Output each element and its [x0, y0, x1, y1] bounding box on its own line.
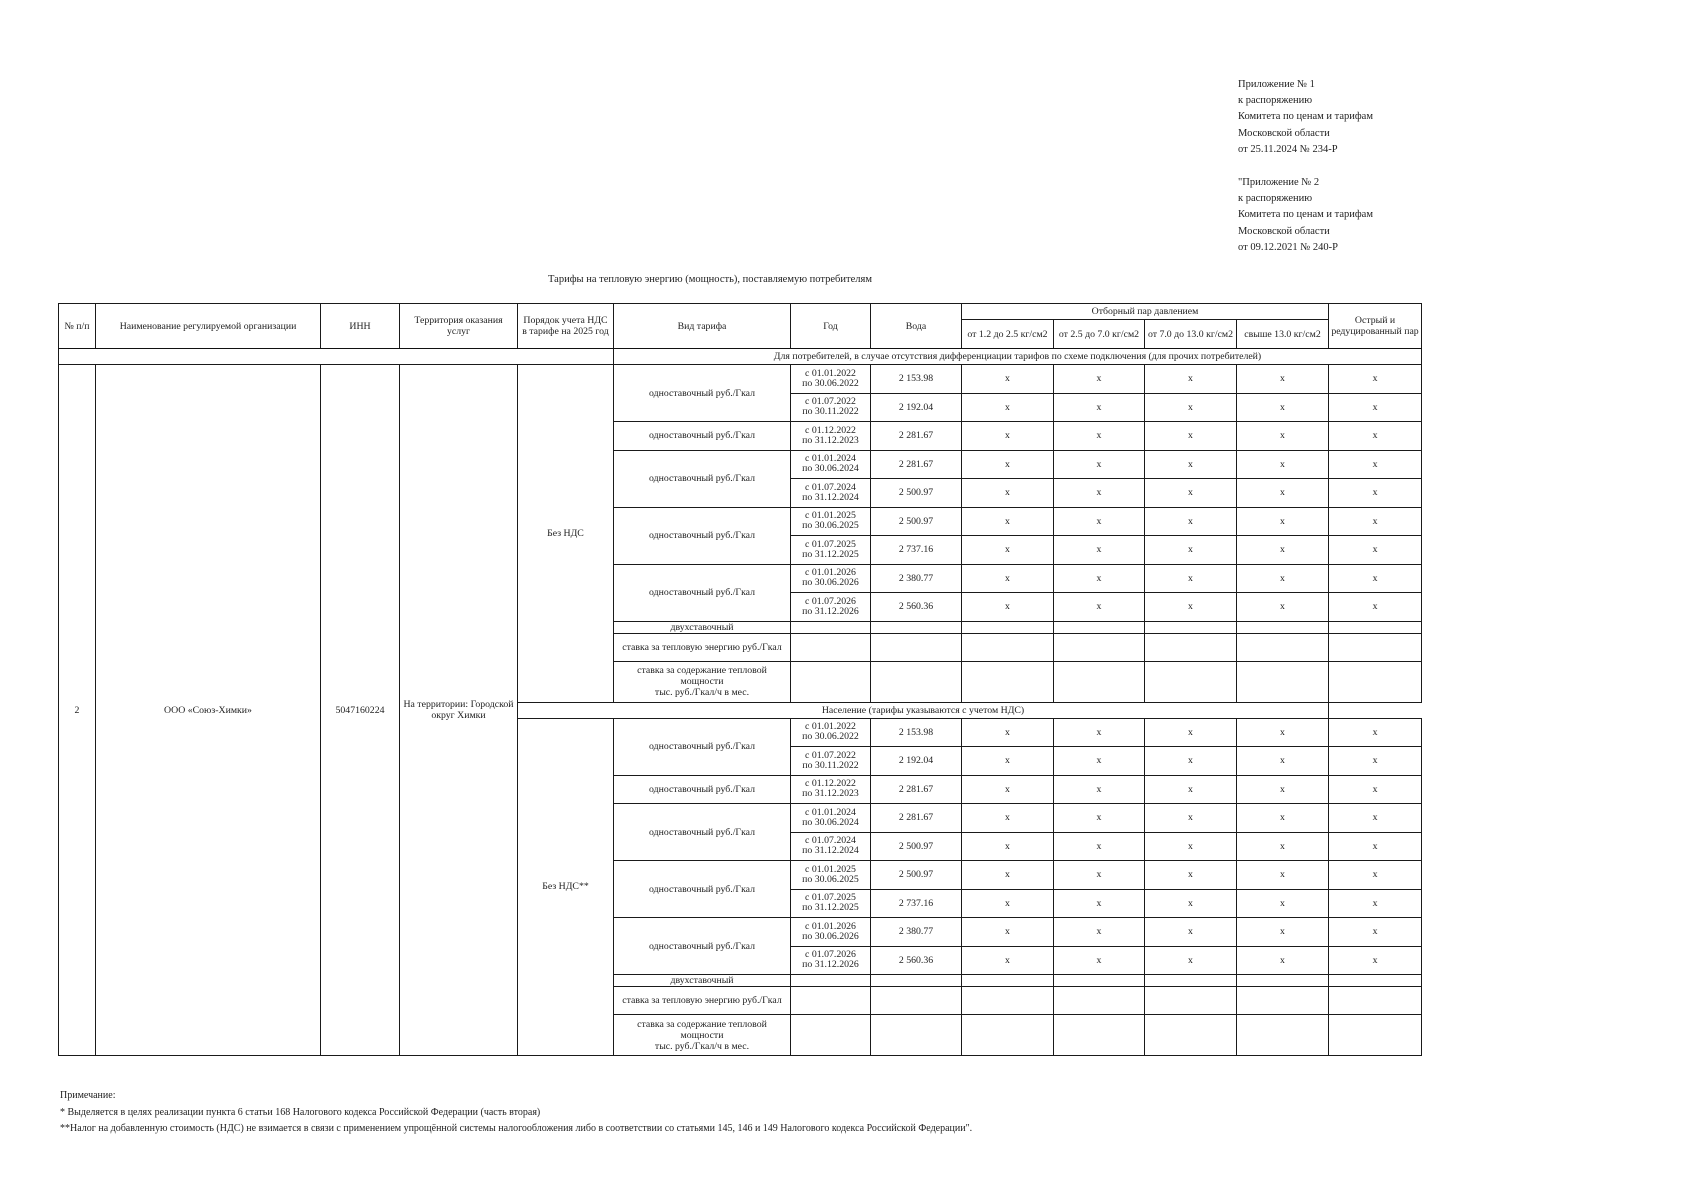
not-applicable-mark: x — [1329, 775, 1422, 804]
header-line: Московской области — [1238, 225, 1330, 237]
empty-cell — [962, 975, 1054, 987]
note-item: * Выделяется в целях реализации пункта 6 статьи 168 Налогового кодекса Российской Федерации (часть вторая) — [60, 1106, 541, 1118]
not-applicable-mark: x — [1329, 593, 1422, 622]
tariff-period — [791, 365, 871, 394]
water-tariff: 2 500.97 — [871, 479, 962, 508]
header-line: "Приложение № 2 — [1238, 177, 1320, 188]
not-applicable-mark: x — [1237, 479, 1329, 508]
period-to: по 30.06.2025 — [802, 873, 859, 885]
water-tariff: 2 560.36 — [871, 946, 962, 975]
tariff-table-body — [59, 349, 1422, 1056]
empty-cell — [962, 621, 1054, 633]
not-applicable-mark: x — [1054, 804, 1145, 833]
not-applicable-mark: x — [1329, 393, 1422, 422]
tariff-type: одноставочный руб./Гкал — [614, 450, 791, 507]
period-from: с 01.01.2026 — [805, 567, 856, 579]
not-applicable-mark: x — [1145, 479, 1237, 508]
section-title-blank — [59, 349, 614, 365]
org-name: ООО «Союз-Химки» — [96, 365, 321, 1056]
tariff-period — [791, 507, 871, 536]
rate-energy: ставка за тепловую энергию руб./Гкал — [614, 633, 791, 661]
header-line: от 09.12.2021 № 240-Р — [1238, 241, 1338, 253]
not-applicable-mark: x — [1054, 593, 1145, 622]
period-to: по 31.12.2025 — [802, 902, 859, 914]
empty-cell — [1329, 661, 1422, 702]
not-applicable-mark: x — [1237, 832, 1329, 861]
empty-cell — [871, 661, 962, 702]
not-applicable-mark: x — [1145, 747, 1237, 776]
not-applicable-mark: x — [1145, 889, 1237, 918]
period-to: по 30.06.2022 — [802, 377, 859, 389]
period-to: по 30.06.2026 — [802, 577, 859, 589]
org-inn: 5047160224 — [321, 365, 400, 1056]
period-from: с 01.07.2022 — [805, 749, 856, 761]
rate-capacity — [614, 661, 791, 702]
not-applicable-mark: x — [1237, 946, 1329, 975]
not-applicable-mark: x — [1329, 479, 1422, 508]
empty-cell — [1054, 987, 1145, 1015]
empty-cell — [1145, 633, 1237, 661]
not-applicable-mark: x — [1145, 861, 1237, 890]
period-to: по 31.12.2024 — [802, 491, 859, 503]
not-applicable-mark: x — [1237, 861, 1329, 890]
tariff-period — [791, 422, 871, 451]
water-tariff: 2 153.98 — [871, 365, 962, 394]
tariff-period — [791, 450, 871, 479]
notes — [60, 1088, 972, 1138]
not-applicable-mark: x — [1237, 804, 1329, 833]
not-applicable-mark: x — [1329, 718, 1422, 747]
not-applicable-mark: x — [1054, 393, 1145, 422]
not-applicable-mark: x — [962, 946, 1054, 975]
header-steam-3: от 7.0 до 13.0 кг/см2 — [1145, 320, 1237, 349]
empty-cell — [1237, 633, 1329, 661]
header-year: Год — [791, 304, 871, 349]
not-applicable-mark: x — [1054, 718, 1145, 747]
not-applicable-mark: x — [962, 747, 1054, 776]
rate-capacity-line: мощности — [680, 676, 724, 687]
document-title: Тарифы на тепловую энергию (мощность), поставляемую потребителям — [548, 274, 872, 285]
water-tariff: 2 500.97 — [871, 861, 962, 890]
header-line: Комитета по ценам и тарифам — [1238, 111, 1373, 123]
period-from: с 01.01.2024 — [805, 453, 856, 465]
not-applicable-mark: x — [962, 718, 1054, 747]
header-line: Приложение № 1 — [1238, 79, 1315, 90]
empty-cell — [1237, 661, 1329, 702]
not-applicable-mark: x — [1329, 804, 1422, 833]
tariff-type: одноставочный руб./Гкал — [614, 507, 791, 564]
empty-cell — [871, 1015, 962, 1056]
water-tariff: 2 560.36 — [871, 593, 962, 622]
water-tariff: 2 281.67 — [871, 804, 962, 833]
period-from: с 01.07.2026 — [805, 949, 856, 961]
not-applicable-mark: x — [1054, 918, 1145, 947]
period-from: с 01.01.2024 — [805, 806, 856, 818]
vat-order: Без НДС** — [518, 718, 614, 1056]
appendix-2-header — [1238, 175, 1373, 256]
tariff-type: одноставочный руб./Гкал — [614, 564, 791, 621]
period-from: с 01.07.2024 — [805, 835, 856, 847]
tariff-period — [791, 804, 871, 833]
not-applicable-mark: x — [1054, 479, 1145, 508]
empty-cell — [1329, 1015, 1422, 1056]
not-applicable-mark: x — [1237, 593, 1329, 622]
period-from: с 01.01.2022 — [805, 367, 856, 379]
tariff-type: одноставочный руб./Гкал — [614, 804, 791, 861]
not-applicable-mark: x — [1145, 804, 1237, 833]
water-tariff: 2 281.67 — [871, 422, 962, 451]
empty-cell — [1329, 987, 1422, 1015]
empty-cell — [1237, 987, 1329, 1015]
not-applicable-mark: x — [1145, 365, 1237, 394]
table-row — [59, 365, 1422, 394]
empty-cell — [1054, 621, 1145, 633]
tariff-period — [791, 564, 871, 593]
water-tariff: 2 737.16 — [871, 889, 962, 918]
notes-heading: Примечание: — [60, 1090, 116, 1101]
empty-cell — [1054, 975, 1145, 987]
not-applicable-mark: x — [962, 832, 1054, 861]
period-from: с 01.01.2025 — [805, 863, 856, 875]
not-applicable-mark: x — [1329, 946, 1422, 975]
not-applicable-mark: x — [962, 507, 1054, 536]
not-applicable-mark: x — [962, 861, 1054, 890]
water-tariff: 2 192.04 — [871, 393, 962, 422]
empty-cell — [1145, 1015, 1237, 1056]
water-tariff: 2 281.67 — [871, 450, 962, 479]
period-from: с 01.12.2022 — [805, 424, 856, 436]
two-part-tariff: двухставочный — [614, 621, 791, 633]
not-applicable-mark: x — [1054, 775, 1145, 804]
not-applicable-mark: x — [1329, 889, 1422, 918]
rate-energy: ставка за тепловую энергию руб./Гкал — [614, 987, 791, 1015]
period-from: с 01.01.2025 — [805, 510, 856, 522]
header-line: к распоряжению — [1238, 193, 1313, 205]
header-water: Вода — [871, 304, 962, 349]
empty-cell — [1237, 621, 1329, 633]
water-tariff: 2 737.16 — [871, 536, 962, 565]
water-tariff: 2 380.77 — [871, 564, 962, 593]
empty-cell — [1237, 975, 1329, 987]
not-applicable-mark: x — [1054, 889, 1145, 918]
empty-cell — [791, 661, 871, 702]
not-applicable-mark: x — [1237, 507, 1329, 536]
tariff-period — [791, 747, 871, 776]
empty-cell — [871, 621, 962, 633]
empty-cell — [871, 975, 962, 987]
not-applicable-mark: x — [962, 450, 1054, 479]
not-applicable-mark: x — [1237, 422, 1329, 451]
not-applicable-mark: x — [1329, 832, 1422, 861]
period-to: по 30.06.2024 — [802, 463, 859, 475]
period-to: по 30.11.2022 — [802, 406, 859, 418]
water-tariff: 2 500.97 — [871, 832, 962, 861]
period-to: по 30.06.2022 — [802, 731, 859, 743]
tariff-period — [791, 536, 871, 565]
rate-capacity-line: ставка за содержание тепловой — [637, 665, 767, 676]
empty-cell — [1054, 1015, 1145, 1056]
not-applicable-mark: x — [1145, 450, 1237, 479]
empty-cell — [871, 987, 962, 1015]
not-applicable-mark: x — [1329, 536, 1422, 565]
empty-cell — [962, 987, 1054, 1015]
org-territory: На территории: Городской округ Химки — [400, 365, 518, 1056]
period-from: с 01.07.2025 — [805, 538, 856, 550]
not-applicable-mark: x — [1237, 747, 1329, 776]
two-part-tariff: двухставочный — [614, 975, 791, 987]
not-applicable-mark: x — [962, 804, 1054, 833]
not-applicable-mark: x — [1145, 832, 1237, 861]
rate-capacity-line: мощности — [680, 1029, 724, 1041]
empty-cell — [1329, 633, 1422, 661]
not-applicable-mark: x — [1145, 393, 1237, 422]
not-applicable-mark: x — [962, 536, 1054, 565]
section-title: Для потребителей, в случае отсутствия дифференциации тарифов по схеме подключения (для прочих потребителей) — [614, 349, 1422, 365]
rate-capacity-line: тыс. руб./Гкал/ч в мес. — [654, 1040, 750, 1052]
not-applicable-mark: x — [1054, 450, 1145, 479]
rate-capacity — [614, 1015, 791, 1056]
header-sharp-steam: Острый и редуцированный пар — [1329, 304, 1422, 349]
not-applicable-mark: x — [1054, 946, 1145, 975]
empty-cell — [1237, 1015, 1329, 1056]
period-from: с 01.07.2026 — [805, 595, 856, 607]
empty-cell — [1145, 661, 1237, 702]
header-tariff-type: Вид тарифа — [614, 304, 791, 349]
tariff-type: одноставочный руб./Гкал — [614, 365, 791, 422]
header-inn: ИНН — [321, 304, 400, 349]
tariff-type: одноставочный руб./Гкал — [614, 718, 791, 775]
not-applicable-mark: x — [962, 889, 1054, 918]
not-applicable-mark: x — [1054, 365, 1145, 394]
empty-cell — [1329, 621, 1422, 633]
rate-capacity-line: ставка за содержание тепловой — [637, 1018, 767, 1030]
tariff-period — [791, 718, 871, 747]
tariff-period — [791, 861, 871, 890]
period-from: с 01.07.2022 — [805, 396, 856, 408]
empty-cell — [1329, 975, 1422, 987]
empty-cell — [791, 633, 871, 661]
not-applicable-mark: x — [1054, 507, 1145, 536]
header-line: к распоряжению — [1238, 95, 1313, 107]
period-to: по 30.06.2024 — [802, 816, 859, 828]
not-applicable-mark: x — [1237, 393, 1329, 422]
not-applicable-mark: x — [962, 393, 1054, 422]
header-organization: Наименование регулируемой организации — [96, 304, 321, 349]
not-applicable-mark: x — [1054, 422, 1145, 451]
water-tariff: 2 153.98 — [871, 718, 962, 747]
header-steam-2: от 2.5 до 7.0 кг/см2 — [1054, 320, 1145, 349]
tariff-table — [58, 303, 1422, 1056]
not-applicable-mark: x — [1054, 564, 1145, 593]
not-applicable-mark: x — [1145, 536, 1237, 565]
empty-cell — [871, 633, 962, 661]
period-to: по 31.12.2024 — [802, 845, 859, 857]
not-applicable-mark: x — [1329, 507, 1422, 536]
not-applicable-mark: x — [1329, 861, 1422, 890]
not-applicable-mark: x — [1145, 422, 1237, 451]
not-applicable-mark: x — [1054, 861, 1145, 890]
tariff-period — [791, 593, 871, 622]
appendix-1-header — [1238, 77, 1373, 158]
empty-cell — [1145, 987, 1237, 1015]
header-vat-order: Порядок учета НДС в тарифе на 2025 год — [518, 304, 614, 349]
empty-cell — [962, 633, 1054, 661]
water-tariff: 2 500.97 — [871, 507, 962, 536]
period-to: по 31.12.2023 — [802, 434, 859, 446]
not-applicable-mark: x — [1145, 775, 1237, 804]
not-applicable-mark: x — [1145, 946, 1237, 975]
empty-cell — [1054, 661, 1145, 702]
header-line: Московской области — [1238, 127, 1330, 139]
not-applicable-mark: x — [1237, 775, 1329, 804]
period-to: по 31.12.2023 — [802, 788, 859, 800]
tariff-period — [791, 918, 871, 947]
period-to: по 30.11.2022 — [802, 759, 859, 771]
not-applicable-mark: x — [1145, 507, 1237, 536]
period-from: с 01.12.2022 — [805, 778, 856, 790]
not-applicable-mark: x — [1329, 450, 1422, 479]
tariff-type: одноставочный руб./Гкал — [614, 918, 791, 975]
empty-cell — [791, 621, 871, 633]
empty-cell — [962, 661, 1054, 702]
not-applicable-mark: x — [962, 564, 1054, 593]
not-applicable-mark: x — [1237, 450, 1329, 479]
table-row — [59, 349, 1422, 365]
period-from: с 01.07.2024 — [805, 481, 856, 493]
tariff-period — [791, 889, 871, 918]
tariff-period — [791, 393, 871, 422]
header-line: от 25.11.2024 № 234-Р — [1238, 143, 1338, 155]
not-applicable-mark: x — [1237, 536, 1329, 565]
not-applicable-mark: x — [1145, 593, 1237, 622]
not-applicable-mark: x — [1329, 365, 1422, 394]
empty-cell — [1145, 975, 1237, 987]
header-territory: Территория оказания услуг — [400, 304, 518, 349]
not-applicable-mark: x — [1329, 747, 1422, 776]
not-applicable-mark: x — [1054, 747, 1145, 776]
vat-order: Без НДС — [518, 365, 614, 703]
period-from: с 01.01.2026 — [805, 920, 856, 932]
org-num: 2 — [59, 365, 96, 1056]
empty-cell — [1054, 633, 1145, 661]
tariff-period — [791, 479, 871, 508]
header-steam-1: от 1.2 до 2.5 кг/см2 — [962, 320, 1054, 349]
period-to: по 31.12.2026 — [802, 959, 859, 971]
not-applicable-mark: x — [1145, 918, 1237, 947]
section-title: Население (тарифы указываются с учетом НДС) — [518, 702, 1329, 718]
tariff-period — [791, 946, 871, 975]
not-applicable-mark: x — [1237, 918, 1329, 947]
not-applicable-mark: x — [1237, 718, 1329, 747]
not-applicable-mark: x — [1145, 564, 1237, 593]
tariff-type: одноставочный руб./Гкал — [614, 861, 791, 918]
not-applicable-mark: x — [1054, 536, 1145, 565]
not-applicable-mark: x — [1237, 889, 1329, 918]
not-applicable-mark: x — [962, 422, 1054, 451]
not-applicable-mark: x — [1329, 564, 1422, 593]
empty-cell — [791, 1015, 871, 1056]
empty-cell — [791, 987, 871, 1015]
tariff-period — [791, 775, 871, 804]
not-applicable-mark: x — [962, 918, 1054, 947]
empty-cell — [1145, 621, 1237, 633]
period-to: по 31.12.2025 — [802, 548, 859, 560]
empty-cell — [962, 1015, 1054, 1056]
header-line: Комитета по ценам и тарифам — [1238, 209, 1373, 221]
period-from: с 01.07.2025 — [805, 892, 856, 904]
not-applicable-mark: x — [962, 775, 1054, 804]
not-applicable-mark: x — [962, 365, 1054, 394]
not-applicable-mark: x — [1145, 718, 1237, 747]
tariff-period — [791, 832, 871, 861]
header-num: № п/п — [59, 304, 96, 349]
period-from: с 01.01.2022 — [805, 721, 856, 733]
not-applicable-mark: x — [1329, 918, 1422, 947]
period-to: по 30.06.2026 — [802, 930, 859, 942]
rate-capacity-line: тыс. руб./Гкал/ч в мес. — [654, 687, 750, 698]
tariff-type: одноставочный руб./Гкал — [614, 775, 791, 804]
period-to: по 31.12.2026 — [802, 605, 859, 617]
not-applicable-mark: x — [962, 593, 1054, 622]
empty-cell — [791, 975, 871, 987]
header-steam-4: свыше 13.0 кг/см2 — [1237, 320, 1329, 349]
not-applicable-mark: x — [1237, 365, 1329, 394]
not-applicable-mark: x — [1237, 564, 1329, 593]
header-steam-group: Отборный пар давлением — [962, 304, 1329, 320]
not-applicable-mark: x — [1329, 422, 1422, 451]
water-tariff: 2 192.04 — [871, 747, 962, 776]
period-to: по 30.06.2025 — [802, 520, 859, 532]
not-applicable-mark: x — [1054, 832, 1145, 861]
not-applicable-mark: x — [962, 479, 1054, 508]
note-item: **Налог на добавленную стоимость (НДС) не взимается в связи с применением упрощённой системы налогообложения либо в соответствии со статьями 145, 146 и 149 Налогового кодекса Российской Федерации". — [60, 1123, 973, 1134]
water-tariff: 2 380.77 — [871, 918, 962, 947]
tariff-type: одноставочный руб./Гкал — [614, 422, 791, 451]
water-tariff: 2 281.67 — [871, 775, 962, 804]
